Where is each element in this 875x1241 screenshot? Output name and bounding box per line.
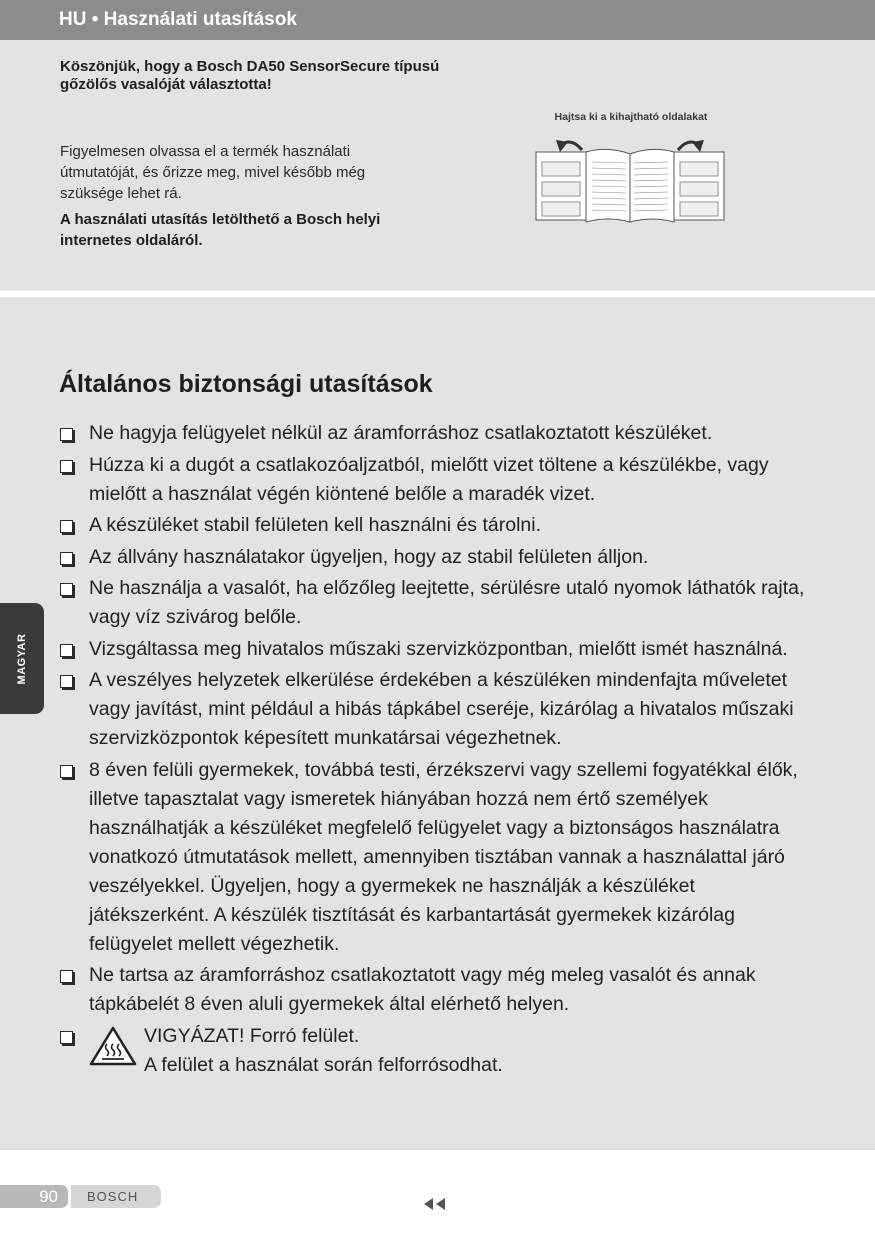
list-item-text: Vizsgáltassa meg hivatalos műszaki szervizközpontban, mielőtt ismét használná.: [89, 637, 788, 660]
foldout-pages-illustration: [532, 132, 728, 232]
list-item: [60, 574, 820, 632]
checkbox-icon: [60, 675, 73, 688]
warning-line-2: A felület a használat során felforrósodhat.: [144, 1053, 503, 1076]
double-left-arrow-icon[interactable]: [424, 1198, 446, 1210]
list-item-text: Ne használja a vasalót, ha előzőleg leejtette, sérülésre utaló nyomok láthatók rajta, vagy víz szivárog belőle.: [89, 577, 805, 628]
list-item: [60, 543, 820, 572]
warning-item: [60, 1022, 820, 1082]
list-item: [60, 756, 820, 959]
safety-title: Általános biztonsági utasítások: [59, 370, 433, 398]
hot-surface-warning-icon: [89, 1026, 137, 1066]
intro-download-text: A használati utasítás letölthető a Bosch helyi internetes oldaláról.: [60, 211, 381, 249]
page-header: [0, 0, 875, 40]
foldout-label: Hajtsa ki a kihajtható oldalakat: [554, 111, 708, 123]
checkbox-icon: [60, 520, 73, 533]
list-item: [60, 635, 820, 664]
list-item-text: Az állvány használatakor ügyeljen, hogy az stabil felületen álljon.: [89, 545, 649, 568]
warning-line-1: VIGYÁZAT! Forró felület.: [144, 1024, 360, 1047]
safety-list: [60, 419, 820, 1084]
intro-thanks-text: Köszönjük, hogy a Bosch DA50 SensorSecure típusú gőzölős vasalóját választotta!: [60, 58, 440, 93]
checkbox-icon: [60, 428, 73, 441]
language-side-tab: [0, 603, 44, 714]
list-item: [60, 961, 820, 1019]
list-item: [60, 666, 820, 753]
list-item-text: 8 éven felüli gyermekek, továbbá testi, érzékszervi vagy szellemi fogyatékkal élők, illetve tapasztalat vagy ismeretek hiányában hozzá nem értő személyek használhatják a készüléket megfelelő felügyelet vagy a biztonságos használatra vonatkozó útmutatások mellett, amennyiben tisztában vannak a használattal járó veszélyekkel. Ügyeljen, hogy a gyermekek ne használják a készüléket játékszerként. A készülék tisztítását és karbantartását gyermekek kizárólag felügyelet mellett végezhetik.: [89, 758, 798, 955]
checkbox-icon: [60, 1031, 73, 1044]
list-item: [60, 451, 820, 509]
list-item-text: Ne hagyja felügyelet nélkül az áramforráshoz csatlakoztatott készüléket.: [89, 422, 713, 444]
checkbox-icon: [60, 765, 73, 778]
list-item-text: Ne tartsa az áramforráshoz csatlakoztatott vagy még meleg vasalót és annak tápkábelét 8 éven aluli gyermekek által elérhető helyen.: [89, 964, 756, 1015]
list-item: [60, 419, 820, 448]
checkbox-icon: [60, 460, 73, 473]
list-item: [60, 511, 820, 540]
language-side-tab-label: MAGYAR: [16, 633, 28, 685]
list-item-text: Húzza ki a dugót a csatlakozóaljzatból, mielőtt vizet töltene a készülékbe, vagy mielőtt a használat végén kiöntené belőle a maradék vizet.: [89, 453, 769, 505]
header-title: HU • Használati utasítások: [59, 9, 297, 30]
warning-text: [144, 1022, 503, 1080]
checkbox-icon: [60, 644, 73, 657]
page-number: 90: [0, 1185, 68, 1208]
list-item-text: A készüléket stabil felületen kell használni és tárolni.: [89, 514, 542, 536]
list-item-text: A veszélyes helyzetek elkerülése érdekében a készüléken mindenfajta műveletet vagy javítást, mint például a hibás tápkábel cseréje, kizárólag a hivatalos műszaki szervizközpontok képesített munkatársai végezhetnek.: [89, 669, 794, 749]
checkbox-icon: [60, 552, 73, 565]
checkbox-icon: [60, 583, 73, 596]
brand-label: BOSCH: [71, 1185, 161, 1208]
checkbox-icon: [60, 970, 73, 983]
intro-read-text: Figyelmesen olvassa el a termék használati útmutatóját, és őrizze meg, mivel később még szüksége lehet rá.: [60, 143, 366, 202]
